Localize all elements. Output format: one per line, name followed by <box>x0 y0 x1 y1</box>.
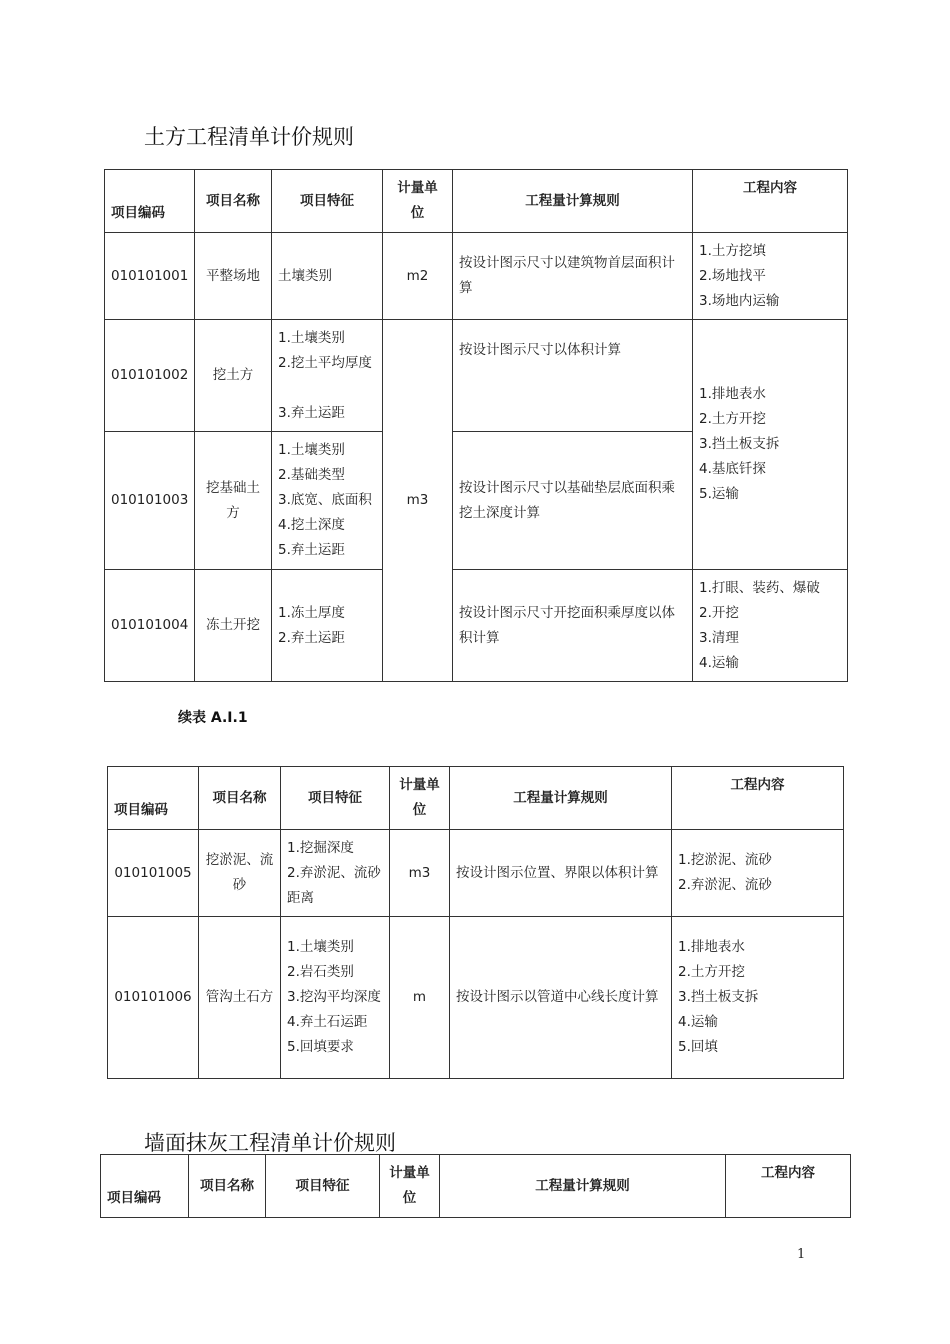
cell-name: 挖土方 <box>195 320 272 432</box>
cell-feature: 1.土壤类别 2.挖土平均厚度 3.弃土运距 <box>272 320 383 432</box>
cell-unit-merged: m3 <box>383 320 453 682</box>
cell-name: 挖淤泥、流砂 <box>199 830 281 917</box>
cell-rule: 按设计图示尺寸以体积计算 <box>453 320 693 432</box>
cell-code: 010101003 <box>105 432 195 570</box>
header-name: 项目名称 <box>189 1155 266 1218</box>
earthwork-table <box>104 169 848 682</box>
cell-feature: 1.土壤类别 2.基础类型 3.底宽、底面积 4.挖土深度 5.弃土运距 <box>272 432 383 570</box>
cell-code: 010101005 <box>108 830 199 917</box>
cell-content: 1.打眼、装药、爆破 2.开挖 3.清理 4.运输 <box>693 570 848 682</box>
header-feature: 项目特征 <box>272 170 383 233</box>
cell-content-merged: 1.排地表水 2.土方开挖 3.挡土板支拆 4.基底钎探 5.运输 <box>693 320 848 570</box>
cell-name: 管沟土石方 <box>199 917 281 1079</box>
header-content: 工程内容 <box>726 1155 851 1218</box>
continued-table-caption: 续表 A.I.1 <box>178 710 248 726</box>
cell-feature: 土壤类别 <box>272 233 383 320</box>
header-unit: 计量单 位 <box>383 170 453 233</box>
cell-rule: 按设计图示尺寸以基础垫层底面积乘挖土深度计算 <box>453 432 693 570</box>
cell-rule: 按设计图示位置、界限以体积计算 <box>450 830 672 917</box>
cell-rule: 按设计图示尺寸以建筑物首层面积计算 <box>453 233 693 320</box>
cell-rule: 按设计图示尺寸开挖面积乘厚度以体积计算 <box>453 570 693 682</box>
header-code: 项目编码 <box>108 767 199 830</box>
cell-code: 010101004 <box>105 570 195 682</box>
cell-name: 平整场地 <box>195 233 272 320</box>
header-name: 项目名称 <box>199 767 281 830</box>
header-rule: 工程量计算规则 <box>453 170 693 233</box>
header-content: 工程内容 <box>693 170 848 233</box>
header-unit: 计量单 位 <box>380 1155 440 1218</box>
header-name: 项目名称 <box>195 170 272 233</box>
cell-code: 010101001 <box>105 233 195 320</box>
cell-unit: m3 <box>390 830 450 917</box>
cell-feature: 1.冻土厚度 2.弃土运距 <box>272 570 383 682</box>
cell-feature: 1.挖掘深度 2.弃淤泥、流砂距离 <box>281 830 390 917</box>
cell-content: 1.土方挖填 2.场地找平 3.场地内运输 <box>693 233 848 320</box>
page-number: 1 <box>797 1247 806 1262</box>
plaster-table <box>100 1154 851 1218</box>
cell-rule: 按设计图示以管道中心线长度计算 <box>450 917 672 1079</box>
section-title: 墙面抹灰工程清单计价规则 <box>144 1131 396 1155</box>
cell-name: 冻土开挖 <box>195 570 272 682</box>
cell-code: 010101002 <box>105 320 195 432</box>
section-title: 土方工程清单计价规则 <box>144 125 354 149</box>
cell-content: 1.挖淤泥、流砂 2.弃淤泥、流砂 <box>672 830 844 917</box>
cell-content: 1.排地表水 2.土方开挖 3.挡土板支拆 4.运输 5.回填 <box>672 917 844 1079</box>
header-feature: 项目特征 <box>266 1155 380 1218</box>
cell-code: 010101006 <box>108 917 199 1079</box>
header-feature: 项目特征 <box>281 767 390 830</box>
cell-unit: m <box>390 917 450 1079</box>
continued-table <box>107 766 844 1079</box>
header-unit: 计量单 位 <box>390 767 450 830</box>
header-content: 工程内容 <box>672 767 844 830</box>
cell-name: 挖基础土方 <box>195 432 272 570</box>
header-code: 项目编码 <box>101 1155 189 1218</box>
header-rule: 工程量计算规则 <box>450 767 672 830</box>
cell-feature: 1.土壤类别 2.岩石类别 3.挖沟平均深度 4.弃土石运距 5.回填要求 <box>281 917 390 1079</box>
cell-unit: m2 <box>383 233 453 320</box>
header-rule: 工程量计算规则 <box>440 1155 726 1218</box>
header-code: 项目编码 <box>105 170 195 233</box>
